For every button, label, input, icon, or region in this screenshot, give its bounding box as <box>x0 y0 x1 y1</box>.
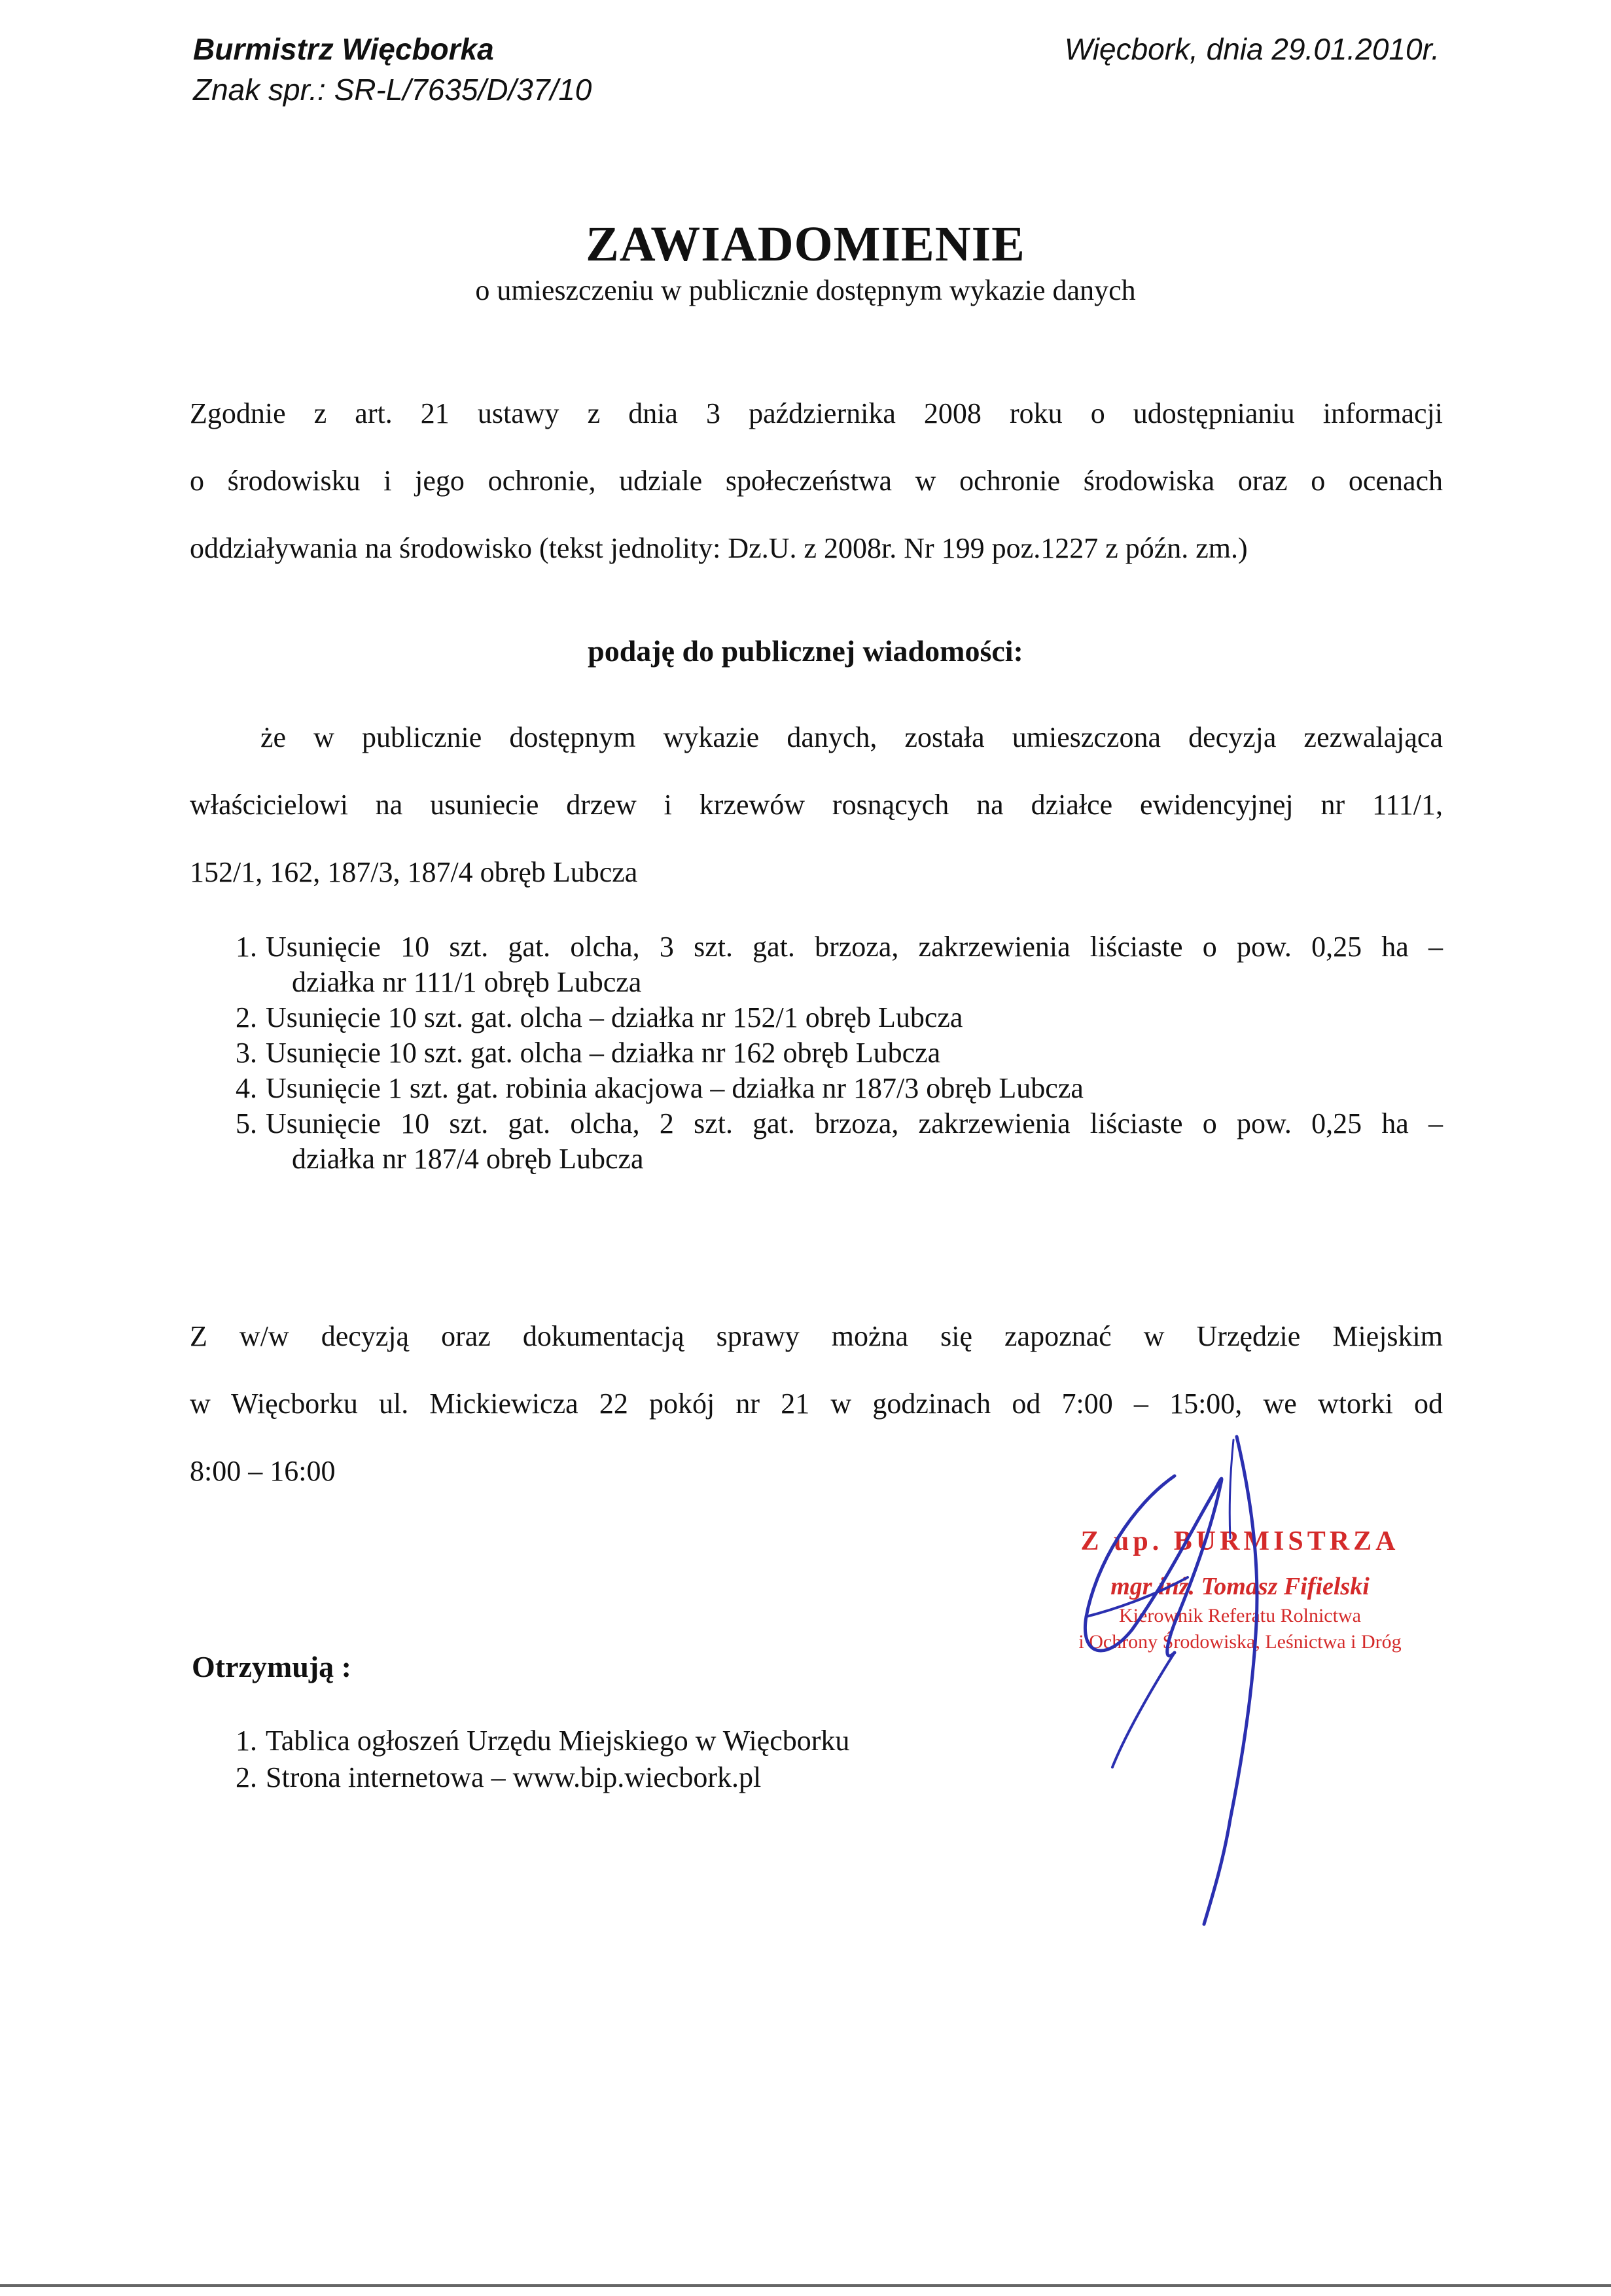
list-item-continuation: działka nr 111/1 obręb Lubcza <box>292 966 642 998</box>
list-item-number: 1. <box>236 931 257 963</box>
list-item-number: 3. <box>236 1037 257 1069</box>
signature-stroke <box>1112 1653 1175 1767</box>
list-item-text: Usunięcie 10 szt. gat. olcha, 3 szt. gat. brzoza, zakrzewienia liściaste o pow. 0,25 ha – <box>266 931 1443 963</box>
document-title: ZAWIADOMIENIE <box>586 217 1025 272</box>
list-item <box>236 1106 1443 1177</box>
list-item-number: 2. <box>236 1001 257 1033</box>
list-item <box>236 1035 1443 1071</box>
closing-line: Z w/w decyzją oraz dokumentacją sprawy można się zapoznać w Urzędzie Miejskim <box>190 1320 1443 1352</box>
scan-edge-line <box>0 2284 1611 2287</box>
issuer-name: Burmistrz Więcborka <box>193 32 494 66</box>
list-item-text: Usunięcie 10 szt. gat. olcha – działka nr 162 obręb Lubcza <box>266 1037 941 1069</box>
stamp-position: Kierownik Referatu Rolnictwa <box>1119 1605 1361 1626</box>
recipient-item <box>236 1759 849 1796</box>
recipients-list <box>236 1723 849 1796</box>
body-line: że w publicznie dostępnym wykazie danych, została umieszczona decyzja zezwalająca <box>260 721 1443 753</box>
list-item-text: Usunięcie 10 szt. gat. olcha, 2 szt. gat. brzoza, zakrzewienia liściaste o pow. 0,25 ha – <box>266 1107 1443 1139</box>
stamp-signatory-name: mgr inż. Tomasz Fifielski <box>1110 1573 1370 1600</box>
case-reference: Znak spr.: SR-L/7635/D/37/10 <box>193 73 592 107</box>
list-item-continuation: działka nr 187/4 obręb Lubcza <box>292 1143 644 1175</box>
handwritten-signature <box>1034 1414 1440 1937</box>
intro-line: oddziaływania na środowisko (tekst jednolity: Dz.U. z 2008r. Nr 199 poz.1227 z późn. zm.) <box>190 532 1248 564</box>
recipient-number: 2. <box>236 1761 257 1793</box>
closing-line: 8:00 – 16:00 <box>190 1455 336 1487</box>
list-item-text: Usunięcie 10 szt. gat. olcha – działka nr 152/1 obręb Lubcza <box>266 1001 963 1033</box>
stamp-department: i Ochrony Środowiska, Leśnictwa i Dróg <box>1078 1631 1402 1653</box>
body-line: właścicielowi na usuniecie drzew i krzewów rosnących na działce ewidencyjnej nr 111/1, <box>190 789 1443 821</box>
decision-paragraph <box>190 704 1443 906</box>
list-item-text: Usunięcie 1 szt. gat. robinia akacjowa – działka nr 187/3 obręb Lubcza <box>266 1072 1084 1104</box>
announcement-heading: podaję do publicznej wiadomości: <box>588 634 1023 668</box>
closing-line: w Więcborku ul. Mickiewicza 22 pokój nr 21 w godzinach od 7:00 – 15:00, we wtorki od <box>190 1388 1443 1420</box>
document-subtitle: o umieszczeniu w publicznie dostępnym wykazie danych <box>475 274 1136 306</box>
list-item-number: 5. <box>236 1107 257 1139</box>
signature-stroke <box>1086 1577 1188 1617</box>
document-date: Więcbork, dnia 29.01.2010r. <box>1064 32 1440 66</box>
signature-stroke <box>1230 1440 1233 1538</box>
stamp-authority: Z up. BURMISTRZA <box>1080 1526 1400 1556</box>
list-item-number: 4. <box>236 1072 257 1104</box>
intro-line: Zgodnie z art. 21 ustawy z dnia 3 października 2008 roku o udostępnianiu informacji <box>190 397 1443 429</box>
removal-list <box>236 929 1443 1177</box>
recipient-number: 1. <box>236 1725 257 1757</box>
list-item <box>236 929 1443 1000</box>
signature-stroke <box>1085 1476 1222 1656</box>
body-line: 152/1, 162, 187/3, 187/4 obręb Lubcza <box>190 856 638 888</box>
recipient-text: Tablica ogłoszeń Urzędu Miejskiego w Więcborku <box>266 1725 850 1757</box>
list-item <box>236 1071 1443 1106</box>
recipients-heading: Otrzymują : <box>192 1650 351 1683</box>
recipient-text: Strona internetowa – www.bip.wiecbork.pl <box>266 1761 762 1793</box>
recipient-item <box>236 1723 849 1759</box>
intro-paragraph <box>190 380 1443 582</box>
list-item <box>236 1000 1443 1035</box>
intro-line: o środowisku i jego ochronie, udziale społeczeństwa w ochronie środowiska oraz o ocenach <box>190 465 1443 497</box>
